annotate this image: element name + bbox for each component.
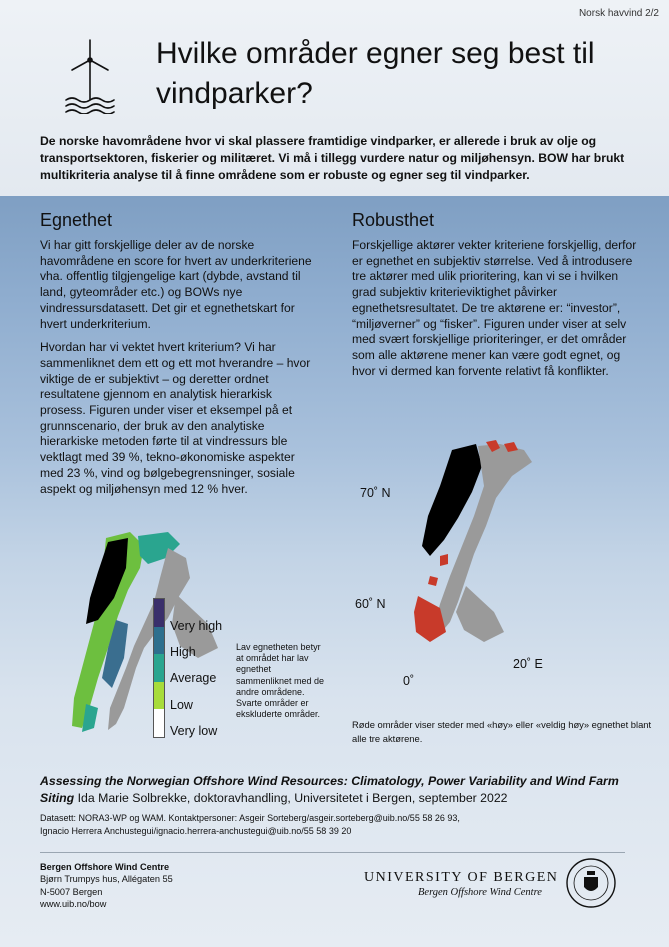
page-label: Norsk havvind 2/2: [578, 8, 659, 19]
legend-swatch-very-low: [154, 709, 164, 737]
legend-swatch-low: [154, 682, 164, 710]
university-name: UNIVERSITY OF BERGEN: [364, 870, 559, 885]
legend-label-high: High: [170, 645, 196, 659]
robusthet-paragraph-1: Forskjellige aktører vekter kriteriene forskjellig, derfor er egnethet en subjektiv størrelse. Ved å introdusere tre aktører med ulik prioritering, kan vi se i hvilken grad subjektiv kriterieviktighet påvirker egnethetsresultatet. De tre aktørene er: “investor”, “miljøverner” og “fisker”. Figuren under viser at selv med svært forskjellige prioriteringer, er det områder som alle aktørene mener kan være godt egnet, og hvor vi dermed kan forvente relativt få konflikter.: [352, 238, 637, 378]
citation-title: Assessing the Norwegian Offshore Wind Resources: Climatology, Power Variability and Wind Farm Siting: [40, 774, 619, 805]
address-block: [40, 861, 173, 911]
footer-divider: [40, 852, 625, 853]
address-city: N-5007 Bergen: [40, 886, 103, 897]
coord-70n: 70˚ N: [360, 486, 391, 500]
egnethet-paragraph-2: Hvordan har vi vektet hvert kriterium? Vi har sammenliknet dem ett og ett mot hverandre – hvor viktige de er subjektivt – og deretter ordnet resultatene gjennom en analytisk hierarkisk prosess. Figuren under viser et eksempel på et grunnscenario, der bruk av den analytiske hierarkiske metoden førte til at vindressurs ble vektlagt med 39 %, tekno-økonomiske aspekter med 23 %, vind og bølgebegrensninger, sosiale aspekt og miljøhensyn med 12 % hver.: [40, 340, 311, 496]
coord-20e: 20˚ E: [513, 657, 543, 671]
heading-egnethet: Egnethet: [40, 210, 113, 230]
legend-label-very-high: Very high: [170, 619, 223, 633]
robusthet-text: [352, 238, 642, 387]
legend-swatch-very-high: [154, 599, 164, 627]
robustness-caption: Røde områder viser steder med «høy» eller «veldig høy» egnethet blant alle tre aktørene.: [352, 719, 652, 744]
coord-60n: 60˚ N: [355, 597, 386, 611]
citation: [40, 773, 650, 807]
legend-swatch-high: [154, 627, 164, 655]
egnethet-paragraph-1: Vi har gitt forskjellige deler av de norske havområdene en score for hvert av underkriteriene vha. offentlig tilgjengelige kart (dybde, avstand til land, gyteområder etc.) og BOWs nye vindressursdatasett. Det gir et egnethetskart for hvert underkriterium.: [40, 238, 312, 331]
page-title: Hvilke områder egner seg best til vindparker?: [156, 37, 595, 110]
address-org: Bergen Offshore Wind Centre: [40, 862, 170, 872]
dataset-info: [40, 812, 650, 838]
dataset-line-1: Datasett: NORA3-WP og WAM. Kontaktpersoner: Asgeir Sorteberg/asgeir.sorteberg@uib.no/55 58 26 93,: [40, 813, 460, 823]
egnethet-text: [40, 238, 315, 505]
university-subtitle: Bergen Offshore Wind Centre: [418, 887, 542, 898]
heading-robusthet: Robusthet: [352, 210, 435, 230]
legend-colorbar: [153, 598, 165, 738]
robustness-map: [400, 436, 540, 656]
legend-label-average: Average: [170, 671, 217, 685]
suitability-note: Lav egnetheten betyr at området har lav egnethet sammenliknet med de andre områdene. Svarte områder er ekskluderte områder.: [236, 642, 325, 720]
wind-turbine-icon: [62, 38, 118, 114]
dataset-line-2: Ignacio Herrera Anchustegui/ignacio.herrera-anchustegui@uib.no/55 58 39 20: [40, 826, 352, 836]
legend-swatch-average: [154, 654, 164, 682]
address-web[interactable]: www.uib.no/bow: [40, 899, 107, 910]
university-seal-icon: [565, 857, 617, 909]
legend-label-low: Low: [170, 698, 193, 712]
legend-label-very-low: Very low: [170, 724, 218, 738]
address-street: Bjørn Trumpys hus, Allégaten 55: [40, 874, 173, 885]
intro-text: De norske havområdene hvor vi skal plassere framtidige vindparker, er allerede i bruk av olje og transportsektoren, fiskerier og militæret. Vi må i tillegg vurdere natur og miljøhensyn. BOW har brukt multikriteria analyse til å finne områdene som er robuste og egner seg til vindparker.: [40, 134, 625, 182]
coord-0: 0˚: [403, 674, 415, 688]
citation-details: Ida Marie Solbrekke, doktoravhandling, Universitetet i Bergen, september 2022: [77, 791, 508, 805]
